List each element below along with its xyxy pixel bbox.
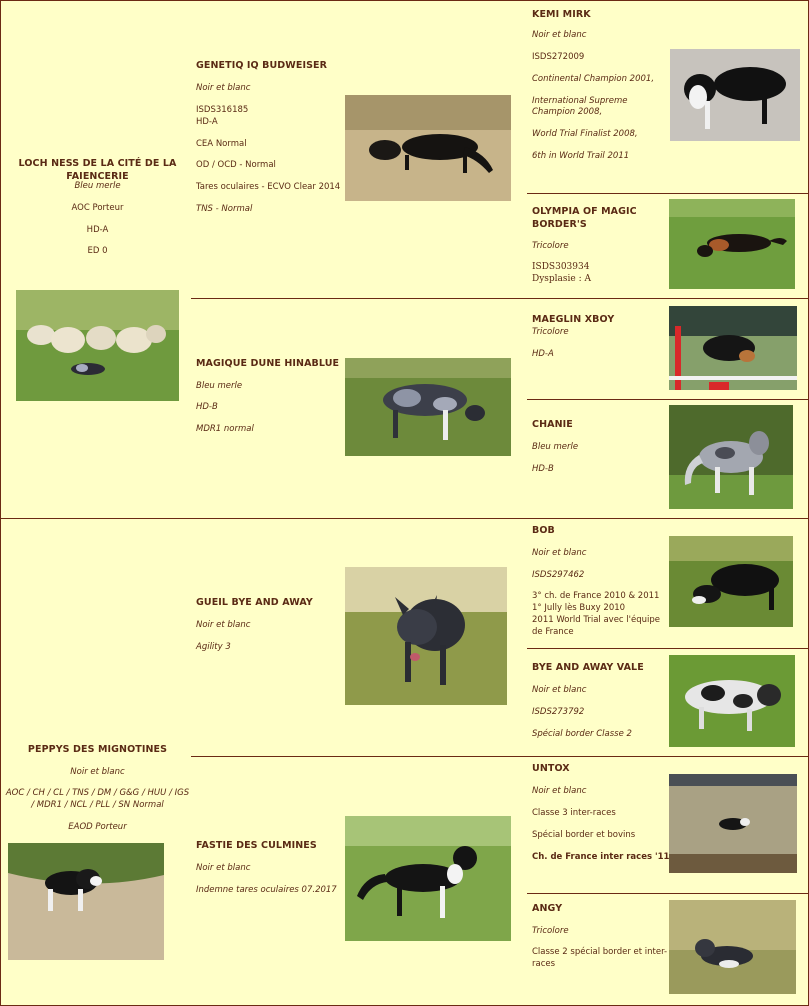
gen2-name: MAGIQUE DUNE HINABLUE	[196, 358, 340, 369]
gen3-line: ISDS272009	[532, 52, 585, 62]
gen3-line: Classe 3 inter-races	[532, 808, 616, 818]
sire-color: Bleu merle	[74, 181, 121, 191]
dam-health-1: AOC / CH / CL / TNS / DM / G&G / HUU / IGS	[5, 788, 190, 798]
dam-health-2: / MDR1 / NCL / PLL / SN Normal	[31, 800, 164, 810]
gen2-line: ISDS316185	[196, 105, 249, 115]
gen2-color: Bleu merle	[196, 381, 243, 391]
gen3-line: races	[532, 959, 556, 969]
divider-dam-gen2	[191, 756, 809, 757]
gen3-line: Continental Champion 2001,	[532, 74, 655, 84]
gen3-photo	[670, 49, 800, 141]
gen3-color: Noir et blanc	[532, 685, 587, 695]
divider-gen3-1	[527, 193, 809, 194]
sire-line-1: AOC Porteur	[71, 203, 124, 213]
gen3-color: Noir et blanc	[532, 548, 587, 558]
gen2-name: FASTIE DES CULMINES	[196, 840, 317, 851]
gen3-line: 3° ch. de France 2010 & 2011	[532, 591, 660, 601]
divider-gen3-4	[527, 893, 809, 894]
gen3-line: HD-A	[532, 349, 554, 359]
gen3-line: Ch. de France inter races '11	[532, 852, 670, 862]
gen2-line: HD-A	[196, 117, 218, 127]
gen3-name: MAEGLIN XBOY	[532, 314, 615, 325]
gen2-line: OD / OCD - Normal	[196, 160, 276, 170]
gen2-color: Noir et blanc	[196, 620, 251, 630]
gen3-photo	[669, 536, 793, 627]
gen2-line: MDR1 normal	[196, 424, 254, 434]
gen3-name: BOB	[532, 525, 555, 536]
gen3-photo	[669, 655, 795, 747]
gen3-line: Champion 2008,	[532, 107, 603, 117]
gen3-line: 6th in World Trail 2011	[532, 151, 630, 161]
dam-color: Noir et blanc	[70, 767, 125, 777]
gen3-photo	[669, 199, 795, 289]
gen3-color: Tricolore	[532, 926, 569, 936]
gen3-line: International Supreme	[532, 96, 628, 106]
sire-photo	[16, 290, 179, 401]
gen2-photo	[345, 358, 511, 456]
gen3-line: Classe 2 spécial border et inter-	[532, 947, 668, 957]
gen2-line: Tares oculaires - ECVO Clear 2014	[196, 182, 341, 192]
gen2-line: CEA Normal	[196, 139, 247, 149]
gen3-name: KEMI MIRK	[532, 9, 591, 20]
gen3-color: Bleu merle	[532, 442, 579, 452]
sire-line-3: ED 0	[87, 246, 108, 256]
gen3-photo	[669, 306, 797, 390]
gen3-line: World Trial Finalist 2008,	[532, 129, 638, 139]
gen2-line: TNS - Normal	[196, 204, 253, 214]
gen3-name: CHANIE	[532, 419, 573, 430]
gen3-name-line-2: BORDER'S	[532, 219, 587, 230]
gen2-color: Noir et blanc	[196, 83, 251, 93]
divider-sire-gen2	[191, 298, 809, 299]
gen3-photo	[669, 405, 793, 509]
gen3-line: ISDS297462	[532, 570, 585, 580]
gen3-line: 2011 World Trial avec l'équipe	[532, 615, 661, 625]
gen3-name: UNTOX	[532, 763, 570, 774]
gen3-line: de France	[532, 627, 574, 637]
divider-sire-dam	[0, 518, 809, 519]
gen2-photo	[345, 816, 511, 941]
gen3-color: Tricolore	[532, 241, 569, 251]
divider-gen3-3	[527, 648, 809, 649]
sire-name: LOCH NESS DE LA CITÉ DE LA FAIENCERIE	[18, 158, 177, 182]
gen2-name: GUEIL BYE AND AWAY	[196, 597, 313, 608]
dam-photo	[8, 843, 164, 960]
divider-gen3-2	[527, 399, 809, 400]
gen3-line: ISDS273792	[532, 707, 585, 717]
gen2-name: GENETIQ IQ BUDWEISER	[196, 60, 328, 71]
gen3-line: 1° Jully lès Buxy 2010	[532, 603, 626, 613]
gen3-line: Spécial border et bovins	[532, 830, 636, 840]
gen2-photo	[345, 95, 511, 201]
sire-line-2: HD-A	[86, 225, 109, 235]
dam-line-2: EAOD Porteur	[68, 822, 127, 832]
gen3-color: Tricolore	[532, 327, 569, 337]
gen3-line: Dysplasie : A	[532, 274, 592, 284]
gen3-name: ANGY	[532, 903, 563, 914]
gen3-color: Noir et blanc	[532, 30, 587, 40]
gen2-color: Noir et blanc	[196, 863, 251, 873]
gen2-line: Agility 3	[196, 642, 231, 652]
gen3-name-line-1: OLYMPIA OF MAGIC	[532, 206, 637, 217]
gen3-line: ISDS303934	[532, 262, 590, 272]
gen2-line: Indemne tares oculaires 07.2017	[196, 885, 337, 895]
gen3-name: BYE AND AWAY VALE	[532, 662, 644, 673]
gen3-line: HD-B	[532, 464, 554, 474]
gen2-line: HD-B	[196, 402, 218, 412]
dam-name: PEPPYS DES MIGNOTINES	[27, 744, 168, 755]
gen3-color: Noir et blanc	[532, 786, 587, 796]
gen3-line: Spécial border Classe 2	[532, 729, 632, 739]
gen3-photo	[669, 900, 796, 994]
gen3-photo	[669, 774, 797, 873]
gen2-photo	[345, 567, 507, 705]
